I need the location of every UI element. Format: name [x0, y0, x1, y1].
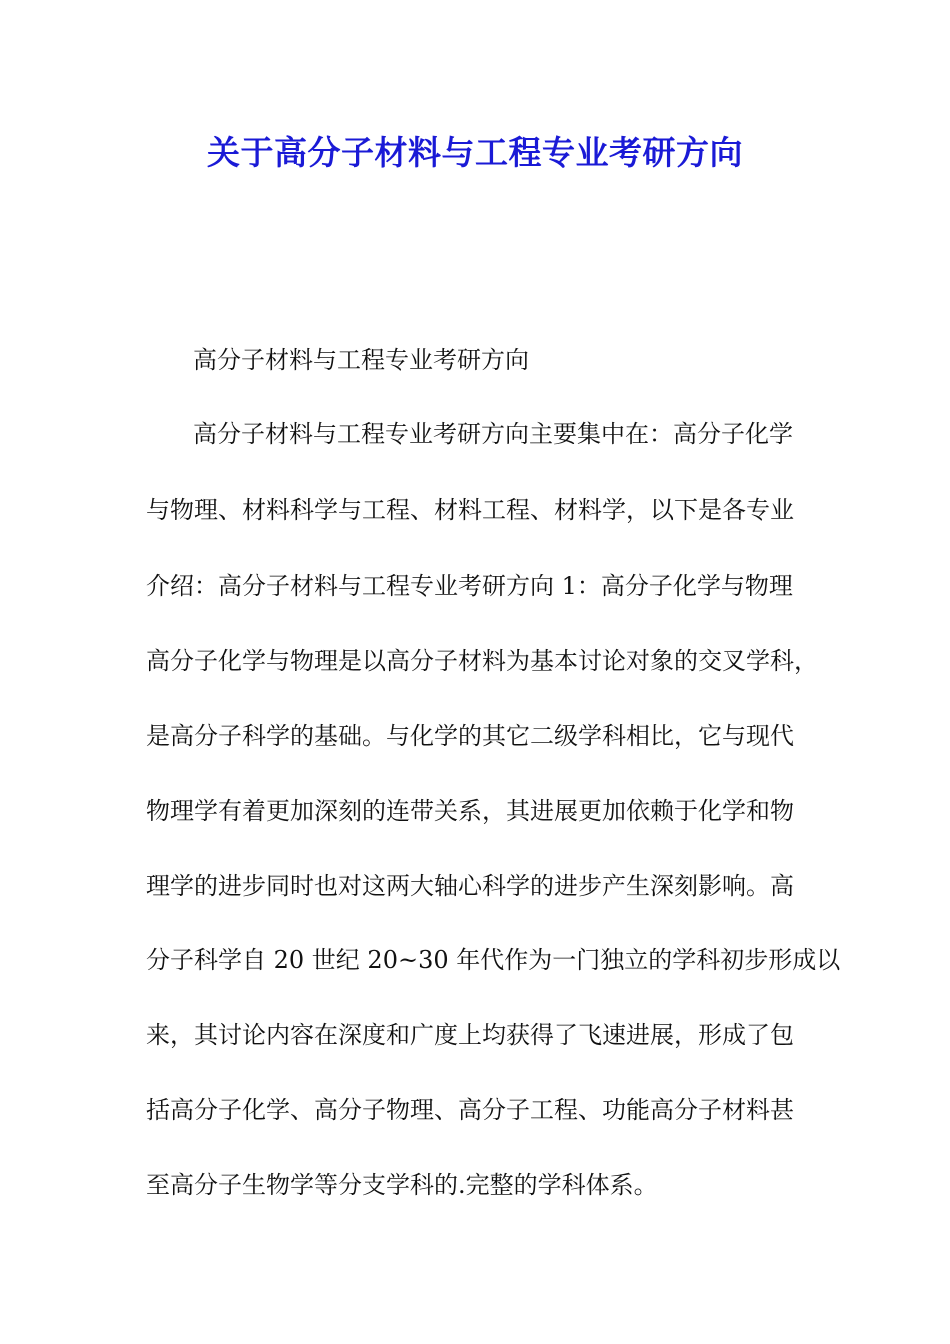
body-line: 括高分子化学、高分子物理、高分子工程、功能高分子材料甚	[146, 1096, 794, 1124]
body-line: 来，其讨论内容在深度和广度上均获得了飞速进展，形成了包	[146, 1021, 794, 1049]
body-line: 是高分子科学的基础。与化学的其它二级学科相比，它与现代	[146, 722, 794, 750]
body-line: 至高分子生物学等分支学科的.完整的学科体系。	[146, 1171, 658, 1199]
body-line: 高分子化学与物理是以高分子材料为基本讨论对象的交叉学科，	[146, 647, 818, 675]
body-line: 分子科学自 20 世纪 20~30 年代作为一门独立的学科初步形成以	[146, 946, 841, 974]
body-line: 与物理、材料科学与工程、材料工程、材料学，以下是各专业	[146, 496, 794, 524]
body-line: 物理学有着更加深刻的连带关系，其进展更加依赖于化学和物	[146, 797, 794, 825]
body-line: 介绍：高分子材料与工程专业考研方向 1：高分子化学与物理	[146, 572, 793, 600]
body-line: 理学的进步同时也对这两大轴心科学的进步产生深刻影响。高	[146, 872, 794, 900]
body-line: 高分子材料与工程专业考研方向主要集中在：高分子化学	[193, 420, 793, 448]
section-subtitle: 高分子材料与工程专业考研方向	[193, 346, 529, 374]
document-title: 关于高分子材料与工程专业考研方向	[207, 133, 743, 172]
